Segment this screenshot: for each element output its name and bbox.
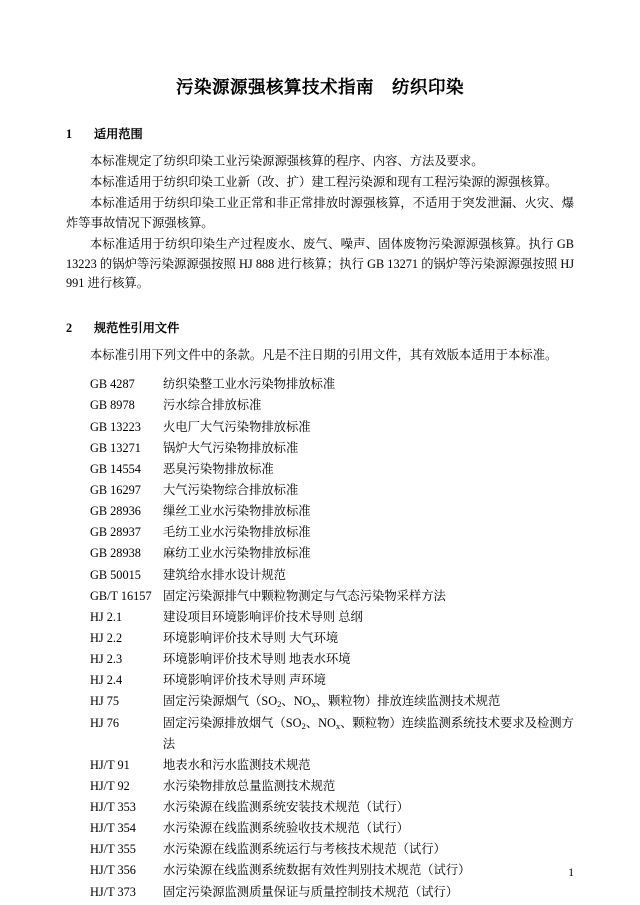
spacer — [66, 295, 574, 301]
list-item — [66, 691, 574, 712]
list-item — [66, 438, 574, 459]
paragraph: 本标准适用于纺织印染工业新（改、扩）建工程污染源和现有工程污染源的源强核算。 — [90, 174, 558, 189]
reference-name: 建筑给水排水设计规范 — [163, 567, 286, 582]
list-item — [66, 480, 574, 501]
reference-name: 水污染源在线监测系统安装技术规范（试行） — [163, 800, 409, 815]
reference-code: HJ/T 91 — [90, 757, 130, 772]
reference-name: 锅炉大气污染物排放标准 — [163, 440, 299, 455]
list-item — [66, 839, 574, 860]
reference-name: 恶臭污染物排放标准 — [163, 461, 274, 476]
section-scope-number: 1 — [66, 127, 73, 141]
reference-code: HJ 2.2 — [90, 630, 123, 645]
list-item — [66, 649, 574, 670]
paragraph: 本标准规定了纺织印染工业污染源源强核算的程序、内容、方法及要求。 — [90, 154, 484, 168]
reference-name: 地表水和污水监测技术规范 — [163, 757, 311, 772]
list-item — [66, 882, 574, 903]
reference-name: 大气污染物综合排放标准 — [163, 482, 299, 497]
list-item — [66, 628, 574, 649]
reference-code: GB 13223 — [90, 419, 141, 434]
list-item — [66, 818, 574, 839]
list-item — [66, 395, 574, 416]
reference-name: 建设项目环境影响评价技术导则 总纲 — [163, 609, 363, 624]
list-item — [66, 417, 574, 438]
reference-code: HJ 2.4 — [90, 673, 123, 688]
reference-name: 缫丝工业水污染物排放标准 — [163, 504, 311, 519]
reference-code: GB 13271 — [90, 440, 141, 455]
reference-name: 水污染源在线监测系统验收技术规范（试行） — [163, 821, 409, 836]
reference-name: 固定污染源排气中颗粒物测定与气态污染物采样方法 — [163, 588, 446, 603]
reference-code: HJ 75 — [90, 694, 120, 709]
reference-name: 毛纺工业水污染物排放标准 — [163, 525, 311, 540]
section-scope — [66, 125, 574, 294]
reference-name: 固定污染源监测质量保证与质量控制技术规范（试行） — [163, 884, 459, 899]
reference-name: 水污染源在线监测系统运行与考核技术规范（试行） — [163, 842, 446, 857]
reference-code: HJ/T 373 — [90, 884, 136, 899]
page-title-main: 污染源源强核算技术指南 — [176, 77, 374, 97]
list-item — [66, 860, 574, 881]
paragraph: 本标准引用下列文件中的条款。凡是不注日期的引用文件，其有效版本适用于本标准。 — [90, 348, 558, 363]
list-item — [66, 670, 574, 691]
paragraph: 本标准适用于纺织印染工业正常和非正常排放时源强核算，不适用于突发泄漏、火灾、爆炸等事故情况下源强核算。 — [66, 195, 574, 230]
reference-name: 环境影响评价技术导则 地表水环境 — [163, 652, 351, 667]
list-item — [66, 776, 574, 797]
section-references-title: 规范性引用文件 — [94, 321, 180, 336]
reference-code: HJ/T 356 — [90, 863, 136, 878]
list-item — [66, 565, 574, 586]
reference-name: 水污染物排放总量监测技术规范 — [163, 778, 336, 793]
reference-name: 纺织染整工业水污染物排放标准 — [163, 377, 336, 392]
reference-code: GB 16297 — [90, 482, 141, 497]
reference-name: 环境影响评价技术导则 声环境 — [163, 673, 326, 688]
reference-code: GB 4287 — [90, 377, 135, 392]
reference-name: 环境影响评价技术导则 大气环境 — [163, 630, 339, 645]
reference-name: 火电厂大气污染物排放标准 — [163, 419, 311, 434]
reference-code: HJ 76 — [90, 715, 120, 730]
reference-name: 水污染源在线监测系统数据有效性判别技术规范（试行） — [163, 863, 471, 878]
list-item — [66, 586, 574, 607]
section-references-heading — [66, 319, 574, 336]
reference-code: HJ 2.3 — [90, 652, 123, 667]
reference-code: HJ/T 354 — [90, 821, 136, 836]
reference-code: GB 28936 — [90, 504, 141, 519]
page-number: 1 — [568, 867, 574, 879]
section-references-number: 2 — [66, 321, 73, 336]
list-item — [66, 374, 574, 395]
reference-name: 麻纺工业水污染物排放标准 — [163, 546, 311, 561]
reference-name: 污水综合排放标准 — [163, 398, 262, 413]
page-title — [66, 74, 574, 99]
reference-name: 固定污染源排放烟气（$SO_2$、$NO_x$、颗粒物）连续监测系统技术要求及检测方法 — [162, 715, 574, 751]
reference-code: GB 28937 — [90, 525, 141, 540]
section-scope-heading — [66, 125, 574, 142]
list-item — [66, 501, 574, 522]
paragraph: 本标准适用于纺织印染生产过程废水、废气、噪声、固体废物污染源源强核算。执行 GB 13223 的锅炉等污染源源强按照 HJ 888 进行核算；执行 GB 13271 的锅炉等污染源源强按照 HJ 991 进行核算。 — [66, 236, 574, 291]
reference-code: GB/T 16157 — [90, 588, 152, 603]
reference-code: HJ/T 353 — [90, 800, 136, 815]
list-item — [66, 543, 574, 564]
page-title-sub: 纺织印染 — [392, 77, 464, 97]
reference-code: HJ/T 92 — [90, 778, 130, 793]
list-item — [66, 713, 574, 755]
list-item — [66, 755, 574, 776]
reference-list — [66, 374, 574, 903]
list-item — [66, 607, 574, 628]
reference-code: HJ/T 355 — [90, 842, 136, 857]
reference-name: 固定污染源烟气（$SO_2$、$NO_x$、颗粒物）排放连续监测技术规范 — [163, 694, 501, 710]
section-scope-title: 适用范围 — [94, 127, 143, 141]
list-item — [66, 797, 574, 818]
list-item — [66, 459, 574, 480]
reference-code: GB 50015 — [90, 567, 141, 582]
reference-code: GB 8978 — [90, 398, 135, 413]
section-normative-references — [66, 319, 574, 902]
reference-code: GB 14554 — [90, 461, 141, 476]
reference-code: HJ 2.1 — [90, 609, 123, 624]
list-item — [66, 522, 574, 543]
reference-code: GB 28938 — [90, 546, 141, 561]
